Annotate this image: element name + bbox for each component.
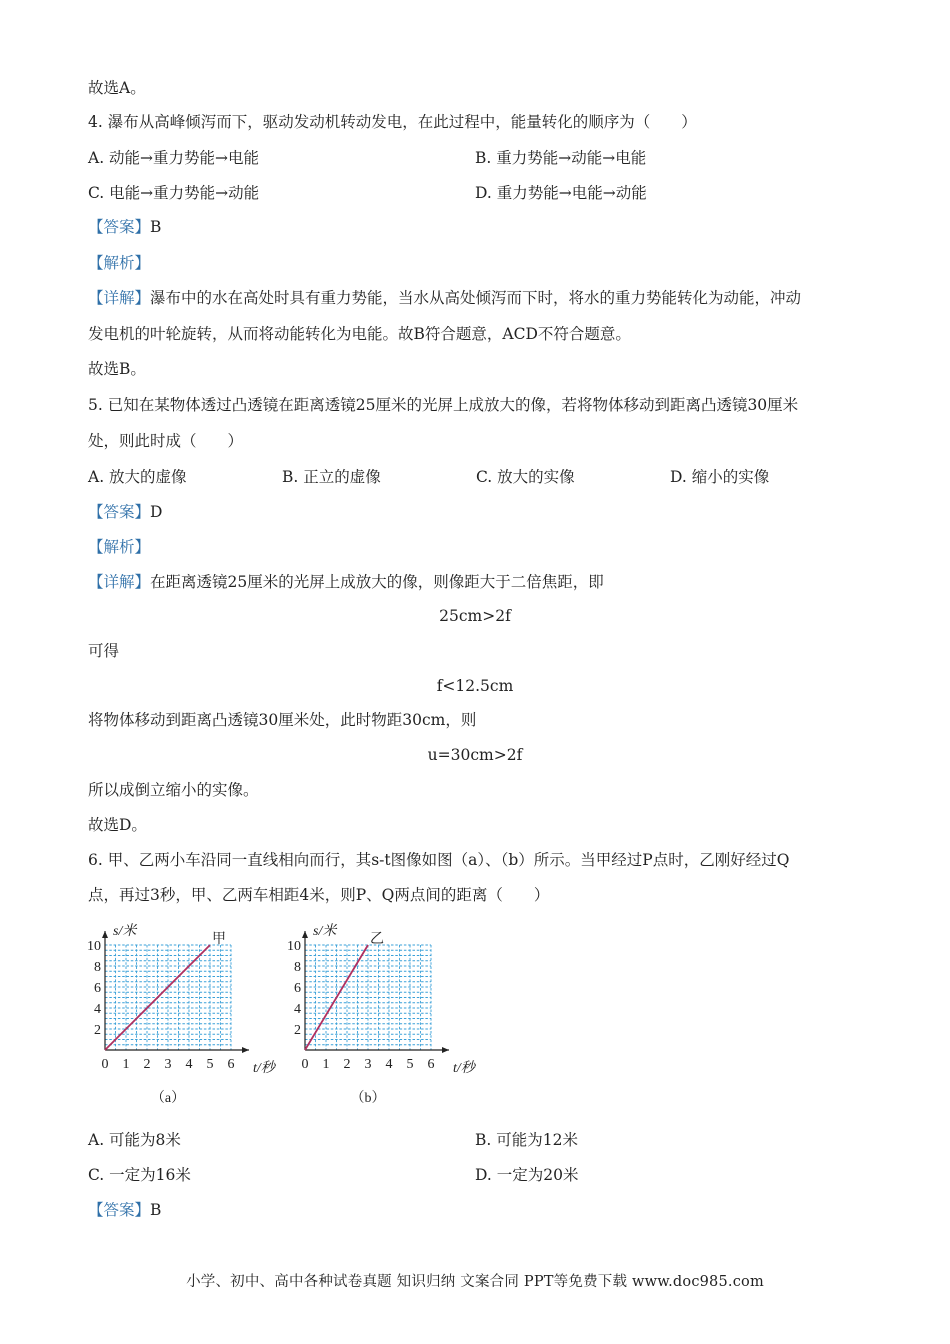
q4-option-a: A. 动能→重力势能→电能 bbox=[88, 149, 260, 167]
chart-caption: （a） bbox=[150, 1091, 186, 1106]
y-tick-label: 6 bbox=[294, 981, 301, 996]
x-tick-label: 3 bbox=[164, 1057, 172, 1072]
q6-option-c: C. 一定为16米 bbox=[88, 1166, 191, 1184]
detail-tag: 【详解】 bbox=[88, 573, 151, 591]
answer-value: D bbox=[150, 503, 163, 521]
x-tick-label: 4 bbox=[185, 1057, 193, 1072]
analysis-tag: 【解析】 bbox=[88, 254, 151, 272]
q4-analysis bbox=[88, 253, 150, 273]
answer-value: B bbox=[150, 1201, 162, 1219]
q6-option-a: A. 可能为8米 bbox=[88, 1131, 181, 1149]
question-5-line-1: 5. 已知在某物体透过凸透镜在距离透镜25厘米的光屏上成放大的像，若将物体移动到距离凸透镜30厘米 bbox=[88, 396, 799, 414]
st-chart-b bbox=[280, 910, 490, 1110]
y-tick-label: 4 bbox=[94, 1002, 101, 1017]
y-tick-label: 8 bbox=[94, 960, 101, 975]
analysis-tag: 【解析】 bbox=[88, 538, 151, 556]
y-tick-label: 10 bbox=[87, 939, 101, 954]
q4-option-c: C. 电能→重力势能→动能 bbox=[88, 184, 260, 202]
q5-analysis bbox=[88, 537, 150, 557]
x-tick-label: 2 bbox=[143, 1057, 151, 1072]
q5-option-d: D. 缩小的实像 bbox=[670, 468, 770, 486]
question-6-line-2: 点，再过3秒，甲、乙两车相距4米，则P、Q两点间的距离（ ） bbox=[88, 886, 550, 904]
y-tick-label: 4 bbox=[294, 1002, 301, 1017]
q6-option-d: D. 一定为20米 bbox=[475, 1166, 579, 1184]
q5-answer bbox=[88, 502, 162, 522]
x-tick-label: 5 bbox=[406, 1057, 414, 1072]
q6-answer bbox=[88, 1200, 161, 1220]
x-tick-label: 0 bbox=[301, 1057, 309, 1072]
q4-option-d: D. 重力势能→电能→动能 bbox=[475, 184, 647, 202]
y-axis-arrow bbox=[302, 931, 308, 938]
x-tick-label: 2 bbox=[343, 1057, 351, 1072]
detail-text: 瀑布中的水在高处时具有重力势能，当水从高处倾泻而下时，将水的重力势能转化为动能，冲动 bbox=[150, 289, 802, 307]
x-tick-label: 6 bbox=[427, 1057, 435, 1072]
x-tick-label: 3 bbox=[364, 1057, 372, 1072]
x-tick-label: 5 bbox=[206, 1057, 214, 1072]
answer-line: 故选A。 bbox=[88, 79, 146, 97]
x-axis-arrow bbox=[242, 1047, 249, 1053]
q4-detail-1 bbox=[88, 288, 801, 308]
question-4: 4. 瀑布从高峰倾泻而下，驱动发动机转动发电，在此过程中，能量转化的顺序为（ ） bbox=[88, 113, 697, 131]
equation-2: f<12.5cm bbox=[436, 677, 514, 695]
y-tick-label: 6 bbox=[94, 981, 101, 996]
answer-tag: 【答案】 bbox=[88, 218, 151, 236]
series-label: 乙 bbox=[370, 932, 384, 947]
question-5-line-2: 处，则此时成（ ） bbox=[88, 432, 244, 450]
y-tick-label: 10 bbox=[287, 939, 301, 954]
x-tick-label: 1 bbox=[122, 1057, 130, 1072]
q4-conclusion: 故选B。 bbox=[88, 360, 146, 378]
series-label: 甲 bbox=[212, 932, 226, 947]
x-tick-label: 1 bbox=[322, 1057, 330, 1072]
x-tick-label: 6 bbox=[227, 1057, 235, 1072]
q4-answer bbox=[88, 217, 161, 237]
question-6-line-1: 6. 甲、乙两小车沿同一直线相向而行，其s-t图像如图（a）、（b）所示。当甲经过P点时，乙刚好经过Q bbox=[88, 851, 790, 869]
equation-3: u=30cm>2f bbox=[427, 746, 523, 764]
y-axis-arrow bbox=[102, 931, 108, 938]
x-axis-label: t/秒 bbox=[253, 1061, 275, 1076]
answer-tag: 【答案】 bbox=[88, 1201, 151, 1219]
chart-caption: （b） bbox=[350, 1091, 386, 1106]
x-axis-label: t/秒 bbox=[453, 1061, 475, 1076]
y-tick-label: 8 bbox=[294, 960, 301, 975]
q5-conclusion: 故选D。 bbox=[88, 816, 147, 834]
q5-option-c: C. 放大的实像 bbox=[476, 468, 575, 486]
q4-option-b: B. 重力势能→动能→电能 bbox=[475, 149, 647, 167]
y-axis-label: s/米 bbox=[313, 924, 337, 939]
y-axis-label: s/米 bbox=[113, 924, 137, 939]
detail-text: 在距离透镜25厘米的光屏上成放大的像，则像距大于二倍焦距，即 bbox=[150, 573, 604, 591]
answer-tag: 【答案】 bbox=[88, 503, 151, 521]
q6-option-b: B. 可能为12米 bbox=[475, 1131, 578, 1149]
y-tick-label: 2 bbox=[94, 1023, 101, 1038]
x-tick-label: 4 bbox=[385, 1057, 393, 1072]
q5-detail-3: 所以成倒立缩小的实像。 bbox=[88, 781, 259, 799]
q5-detail-2: 将物体移动到距离凸透镜30厘米处，此时物距30cm，则 bbox=[88, 711, 477, 729]
q5-derive: 可得 bbox=[88, 642, 120, 660]
x-axis-arrow bbox=[442, 1047, 449, 1053]
detail-tag: 【详解】 bbox=[88, 289, 151, 307]
y-tick-label: 2 bbox=[294, 1023, 301, 1038]
st-chart-a bbox=[80, 910, 275, 1110]
page-footer: 小学、初中、高中各种试卷真题 知识归纳 文案合同 PPT等免费下载 www.doc985.com bbox=[186, 1274, 764, 1290]
x-tick-label: 0 bbox=[101, 1057, 109, 1072]
q5-detail-1 bbox=[88, 572, 604, 592]
answer-value: B bbox=[150, 218, 162, 236]
equation-1: 25cm>2f bbox=[439, 607, 511, 625]
q5-option-b: B. 正立的虚像 bbox=[282, 468, 381, 486]
q5-option-a: A. 放大的虚像 bbox=[88, 468, 187, 486]
q4-detail-2: 发电机的叶轮旋转，从而将动能转化为电能。故B符合题意，ACD不符合题意。 bbox=[88, 325, 631, 343]
